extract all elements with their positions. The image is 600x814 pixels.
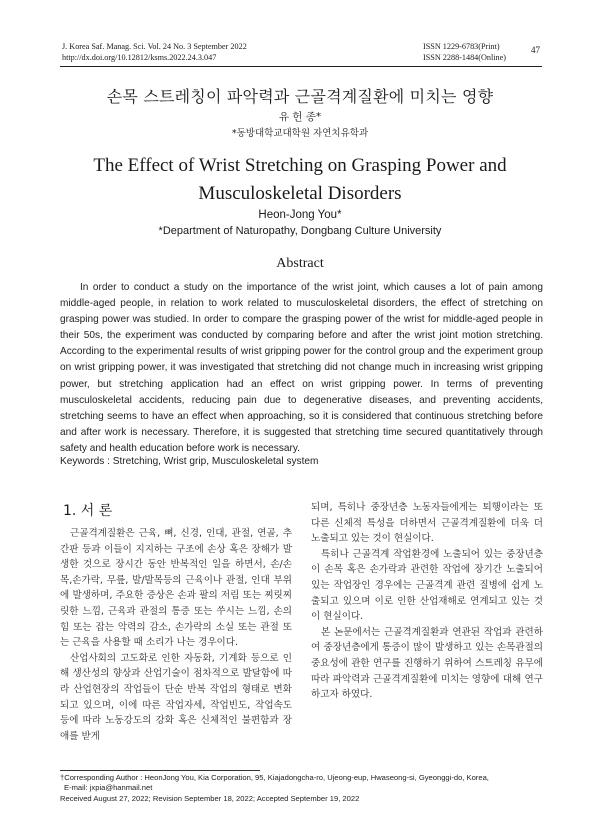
running-header-right [423, 41, 506, 63]
footnote [60, 773, 543, 804]
english-author: Heon-Jong You* [258, 209, 342, 221]
english-affiliation: *Department of Naturopathy, Dongbang Culture University [158, 225, 442, 237]
english-title [0, 152, 600, 208]
author-email[interactable]: E-mail: jxpia@hanmail.net [64, 783, 153, 793]
running-header-left [62, 41, 247, 63]
english-title-line2: Musculoskeletal Disorders [198, 183, 402, 204]
section-title: 1. 서 론 [63, 503, 113, 519]
korean-title: 손목 스트레칭이 파악력과 근골격계질환에 미치는 영향 [106, 87, 494, 106]
paragraph: 본 논문에서는 근골격계질환과 연관된 작업과 관련하여 중장년층에게 통증이 많이 발생하고 있는 손목관절의 중요성에 관한 연구를 진행하기 위하여 스트레칭 유무에 따라 파악력과 근골격계질환에 미치는 영향에 대해 연구하고자 하였다. [311, 626, 543, 701]
left-column [60, 526, 292, 744]
footnote-divider [60, 770, 260, 771]
english-title-line1: The Effect of Wrist Stretching on Grasping Power and [93, 155, 507, 176]
paragraph: 되며, 특히나 중장년층 노동자들에게는 퇴행이라는 또 다른 신체적 특성을 더하면서 근골격계질환에 더욱 더 노출되고 있는 것이 현실이다. [311, 502, 543, 545]
korean-affiliation: *동방대학교대학원 자연치유학과 [231, 128, 369, 139]
paragraph: 산업사회의 고도화로 인한 자동화, 기계화 등으로 인해 생산성의 향상과 산업기술이 점차적으로 발달함에 따라 산업현장의 작업들이 단순 반복 작업의 형태로 변화되고 있으며, 이에 따른 작업자세, 작업빈도, 작업속도 등에 따라 노동강도의 강화 혹은 신체적인 불편함과 장애를 받게 [60, 652, 292, 742]
issn-online: ISSN 2288-1484(Online) [423, 53, 507, 62]
right-column [311, 500, 543, 703]
paragraph: 근골격계질환은 근육, 뼈, 신경, 인대, 관절, 연골, 추간판 등과 이들이 지지하는 구조에 손상 혹은 장해가 발생한 것으로 장시간 동안 반복적인 일을 하면서, 손/손목,손가락, 무릎, 발/발목등의 근육이나 관절, 인대 부위에 발생하며, 주요한 증상은 손과 팔의 저림 또는 찌릿찌릿한 느낌, 근육과 관절의 통증 또는 쑤시는 느낌, 손의 힘 또는 잡는 악력의 감소, 손가락의 소실 또는 관절 또는 근육을 사용할 때 소리가 나는 경우이다. [60, 528, 292, 649]
abstract-heading: Abstract [276, 256, 324, 271]
header-divider [60, 66, 542, 67]
journal-citation: J. Korea Saf. Manag. Sci. Vol. 24 No. 3 September 2022 [62, 42, 247, 51]
korean-author: 유 헌 종* [278, 111, 322, 123]
paragraph: 특히나 근골격계 작업환경에 노출되어 있는 중장년층이 손목 혹은 손가락과 관련한 작업에 장기간 노출되어 있는 작업장인 경우에는 근골격계 관련 질병에 쉽게 노출되고 있으며 이로 인한 산업재해로 연계되고 있는 것이 현실이다. [311, 548, 543, 623]
received-dates: Received August 27, 2022; Revision September 18, 2022; Accepted September 19, 2022 [60, 793, 360, 803]
issn-print: ISSN 1229-6783(Print) [423, 42, 500, 51]
page-number: 47 [531, 45, 540, 55]
corresponding-author: †Corresponding Author : HeonJong You, Kia Corporation, 95, Kiajadongcha-ro, Ujeong-eup, Hwaseong-si, Gyeonggi-do, Korea, [60, 773, 489, 782]
doi-link[interactable]: http://dx.doi.org/10.12812/ksms.2022.24.3.047 [62, 53, 217, 62]
keywords: Keywords : Stretching, Wrist grip, Musculoskeletal system [60, 456, 319, 467]
abstract-body: In order to conduct a study on the importance of the wrist joint, which causes a lot of pain among middle-aged people, in relation to work related to musculoskeletal disorders, the effect of stretching on grasping power was studied. In order to compare the grasping power of the wrist for middle-aged people in their 50s, the experiment was conducted by comparing before and after the wrist joint motion stretching. According to the experimental results of wrist gripping power for the control group and the experiment group on wrist gripping power, it was investigated that stretching did not change much in increasing wrist gripping power, but stretching application had an effect on wrist gripping power. In terms of preventing musculoskeletal accidents, reducing pain due to degenerative diseases, and preventing accidents, stretching seems to have an effect when approaching, so it is considered that continuous stretching before and after work is necessary. Therefore, it is suggested that stretching time secured quantitatively through safety and health education before work is necessary. [60, 282, 543, 454]
